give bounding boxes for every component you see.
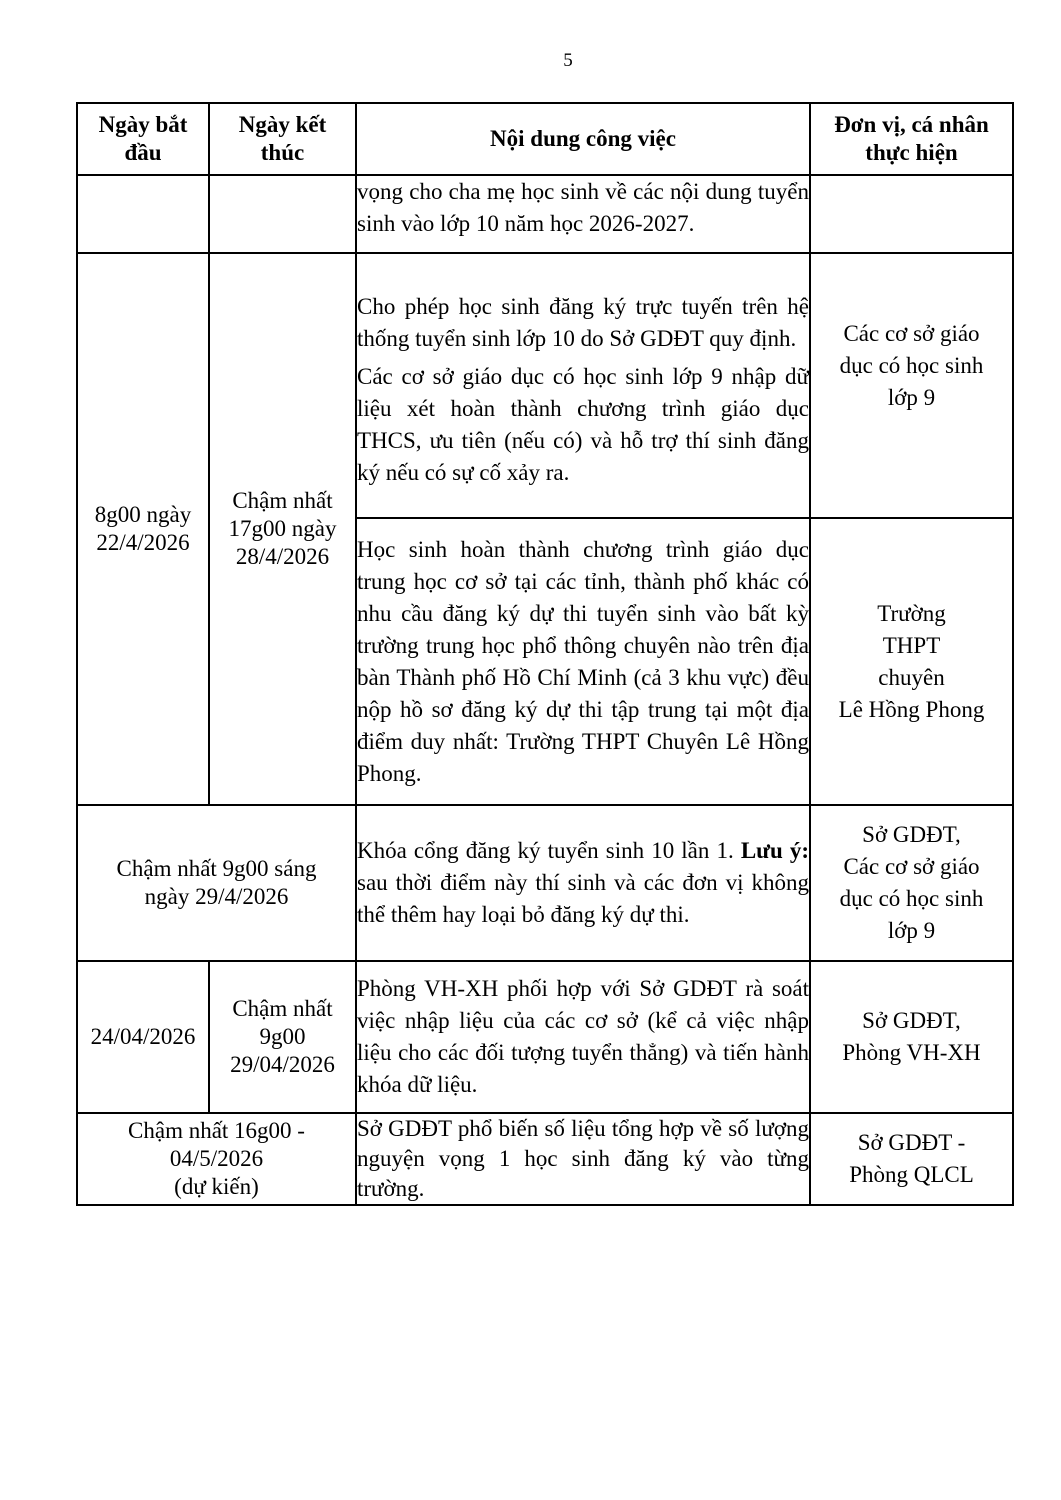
header-content: Nội dung công việc [356,103,810,175]
date-cell: Chậm nhất 9g00 sáng ngày 29/4/2026 [77,805,356,961]
unit-cell: Sở GDĐT, Phòng VH-XH [810,961,1013,1113]
start-cell: 8g00 ngày 22/4/2026 [77,253,209,805]
page-number: 5 [563,50,573,71]
content-cell: Học sinh hoàn thành chương trình giáo dục trung học cơ sở tại các tỉnh, thành phố khác có nhu cầu đăng ký dự thi tuyển sinh vào bất kỳ trường trung học phổ thông chuyên nào trên địa bàn Thành phố Hồ Chí Minh (cả 3 khu vực) đều nộp hồ sơ đăng ký dự thi tập trung tại một địa điểm duy nhất: Trường THPT Chuyên Lê Hồng Phong. [356,518,810,805]
content-cell: Phòng VH-XH phối hợp với Sở GDĐT rà soát việc nhập liệu của các cơ sở (kể cả việc nhập liệu cho các đối tượng tuyển thẳng) và tiến hành khóa dữ liệu. [356,961,810,1113]
table-header-row [77,103,1013,175]
unit-cell: Sở GDĐT, Các cơ sở giáo dục có học sinh lớp 9 [810,805,1013,961]
end-cell [209,175,356,253]
table-row [77,805,1013,961]
end-cell: Chậm nhất 17g00 ngày 28/4/2026 [209,253,356,805]
content-cell: Sở GDĐT phổ biến số liệu tổng hợp về số lượng nguyện vọng 1 học sinh đăng ký vào từng trường. [356,1113,810,1205]
table-row [77,961,1013,1113]
schedule-table [76,102,1014,1206]
content-cell: vọng cho cha mẹ học sinh về các nội dung tuyển sinh vào lớp 10 năm học 2026-2027. [356,175,810,253]
table-row [77,1113,1013,1205]
header-unit: Đơn vị, cá nhân thực hiện [810,103,1013,175]
end-cell: Chậm nhất 9g00 29/04/2026 [209,961,356,1113]
header-end-date: Ngày kết thúc [209,103,356,175]
start-cell [77,175,209,253]
date-cell: Chậm nhất 16g00 - 04/5/2026 (dự kiến) [77,1113,356,1205]
content-cell: Khóa cổng đăng ký tuyển sinh 10 lần 1. Lưu ý: sau thời điểm này thí sinh và các đơn vị không thể thêm hay loại bỏ đăng ký dự thi. [356,805,810,961]
unit-cell: Trường THPT chuyên Lê Hồng Phong [810,518,1013,805]
table-row [77,175,1013,253]
table-row [77,253,1013,518]
unit-cell [810,175,1013,253]
start-cell: 24/04/2026 [77,961,209,1113]
unit-cell: Sở GDĐT - Phòng QLCL [810,1113,1013,1205]
unit-cell: Các cơ sở giáo dục có học sinh lớp 9 [810,253,1013,518]
content-cell: Cho phép học sinh đăng ký trực tuyến trên hệ thống tuyển sinh lớp 10 do Sở GDĐT quy định. Các cơ sở giáo dục có học sinh lớp 9 nhập dữ liệu xét hoàn thành chương trình giáo dục THCS, ưu tiên (nếu có) và hỗ trợ thí sinh đăng ký nếu có sự cố xảy ra. [356,253,810,518]
header-start-date: Ngày bắt đầu [77,103,209,175]
